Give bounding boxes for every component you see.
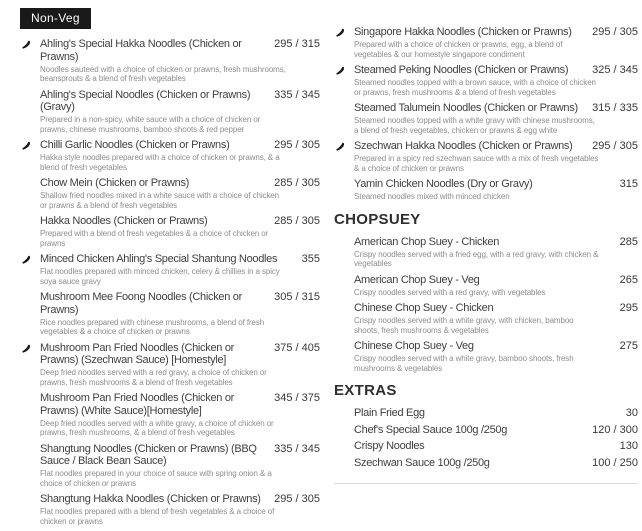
icon-gutter	[20, 291, 40, 337]
menu-item	[334, 340, 638, 373]
item-price: 285	[619, 235, 638, 248]
item-price: 335 / 345	[274, 88, 320, 101]
item-price: 295 / 315	[274, 38, 320, 50]
icon-gutter	[334, 424, 354, 437]
item-name-row	[40, 38, 320, 63]
item-name-row	[40, 342, 320, 367]
item-name: Mushroom Pan Fried Noodles (Chicken or Prawns) (Szechwan Sauce) [Homestyle]	[40, 341, 235, 366]
item-body	[354, 140, 638, 173]
item-name-row	[354, 64, 638, 77]
item-name: Yamin Chicken Noodles (Dry or Gravy)	[354, 178, 533, 190]
chilli-icon	[20, 342, 31, 355]
item-body	[40, 253, 320, 286]
chilli-icon	[20, 39, 31, 52]
item-description: Steamed noodles topped with a white gravy with chinese mushrooms, a blend of fresh vegetables, chicken or prawns & egg white	[354, 116, 595, 135]
item-name-row	[354, 274, 638, 287]
item-name-row	[354, 407, 638, 420]
item-name-row	[354, 440, 638, 453]
chilli-icon	[334, 27, 345, 40]
item-body	[40, 38, 320, 84]
item-body	[40, 139, 320, 172]
item-name-row	[40, 215, 320, 228]
item-description: Crispy noodles served with a red gravy, with vegetables	[354, 287, 546, 297]
icon-gutter	[20, 493, 40, 526]
icon-gutter	[20, 342, 40, 388]
item-name-row	[40, 493, 320, 506]
icon-gutter	[20, 215, 40, 248]
section-title-extras: EXTRAS	[334, 382, 397, 399]
item-body	[40, 392, 320, 438]
item-name-row	[354, 26, 638, 39]
item-name: Hakka Noodles (Chicken or Prawns)	[40, 215, 208, 227]
item-description: Noodles sauteed with a choice of chicken or prawns, fresh mushrooms, beansprouts & a blend of fresh vegetables	[40, 64, 286, 83]
item-description: Prepared in a spicy red szechwan sauce with a mix of fresh vegetables & a choice of chicken or prawns	[354, 154, 599, 173]
menu-item	[20, 253, 320, 286]
item-price: 295	[619, 302, 638, 314]
item-body	[354, 236, 638, 269]
item-body	[354, 302, 638, 335]
item-name: Ahling's Special Noodles (Chicken or Prawns) (Gravy)	[40, 88, 251, 113]
icon-gutter	[334, 64, 354, 97]
item-body	[354, 340, 638, 373]
item-name: Shangtung Noodles (Chicken or Prawns) (BBQ Sauce / Black Bean Sauce)	[40, 442, 257, 467]
menu-item	[20, 291, 320, 337]
menu-item	[334, 140, 638, 173]
item-description: Prepared with a blend of fresh vegetables & a choice of chicken or prawns	[40, 229, 269, 248]
item-description: Flat noodles prepared in your choice of sauce with spring onion & a choice of chicken or prawns	[40, 469, 272, 488]
item-name-row	[354, 178, 638, 191]
item-name-row	[354, 102, 638, 115]
menu-item	[20, 177, 320, 210]
item-body	[354, 102, 638, 135]
item-name: Chinese Chop Suey - Chicken	[354, 302, 494, 314]
item-description: Flat noodles prepared with a blend of fresh vegetables & a choice of chicken or prawns	[40, 507, 275, 526]
icon-gutter	[334, 302, 354, 335]
item-price: 295 / 305	[274, 139, 320, 151]
menu-item	[334, 457, 638, 470]
item-description: Deep fried noodles served with a red gravy, a choice of chicken or prawns, fresh mushrooms & a blend of fresh vegetables	[40, 368, 267, 387]
menu-item	[20, 392, 320, 438]
item-price: 345 / 375	[274, 392, 320, 404]
icon-gutter	[20, 139, 40, 172]
icon-gutter	[334, 440, 354, 453]
menu-item	[20, 443, 320, 489]
item-name: American Chop Suey - Veg	[354, 273, 480, 286]
item-description: Steamed noodles mixed with minced chicken	[354, 192, 510, 201]
item-price: 335 / 345	[274, 442, 320, 455]
item-body	[354, 440, 638, 453]
item-price: 275	[619, 340, 638, 352]
item-name: Shangtung Hakka Noodles (Chicken or Prawns)	[40, 493, 261, 505]
icon-gutter	[334, 102, 354, 135]
item-description: Flat noodles prepared with minced chicken, celery & chillies in a spicy soya sauce gravy	[40, 267, 280, 286]
item-body	[40, 493, 320, 526]
item-body	[354, 407, 638, 420]
item-body	[40, 291, 320, 337]
item-description: Shallow fried noodles mixed in a white sauce with a choice of chicken or prawns & a blend of fresh vegetables	[40, 191, 280, 210]
item-name: American Chop Suey - Chicken	[354, 235, 500, 248]
item-name-row	[40, 443, 320, 468]
right-column	[334, 8, 638, 531]
item-description: Crispy noodles served with a fried egg, with a red gravy, with chicken & vegetables	[354, 249, 599, 268]
item-name: Ahling's Special Hakka Noodles (Chicken or Prawns)	[40, 38, 242, 63]
item-body	[40, 443, 320, 489]
chilli-icon	[20, 140, 31, 153]
item-name: Steamed Peking Noodles (Chicken or Prawns)	[354, 64, 569, 76]
extras-list	[334, 407, 638, 469]
item-price: 315 / 335	[592, 102, 638, 114]
item-description: Crispy noodles served with a white gravy, with chicken, bamboo shoots, fresh mushrooms & vegetables	[354, 316, 574, 335]
item-name-row	[40, 392, 320, 417]
item-name-row	[40, 177, 320, 190]
menu-item	[334, 440, 638, 453]
menu-item	[334, 302, 638, 335]
item-name: Szechwan Sauce 100g /250g	[354, 456, 490, 469]
item-name-row	[40, 89, 320, 114]
item-body	[40, 89, 320, 135]
menu-item	[334, 64, 638, 97]
icon-gutter	[334, 26, 354, 59]
icon-gutter	[20, 38, 40, 84]
item-price: 305 / 315	[274, 291, 320, 303]
chilli-icon	[334, 65, 345, 78]
icon-gutter	[334, 236, 354, 269]
item-description: Steamed noodles topped with a brown sauce, with a choice of chicken or prawns, fresh mushrooms & a blend of fresh vegetables	[354, 78, 596, 97]
item-price: 295 / 305	[592, 26, 638, 38]
item-price: 265	[619, 273, 638, 286]
item-name: Steamed Talumein Noodles (Chicken or Prawns)	[354, 102, 578, 114]
item-description: Prepared in a non-spicy, white sauce with a choice of chicken or prawns, chinese mushrooms, bamboo shoots & red pepper	[40, 115, 261, 134]
noodles-right-list	[334, 26, 638, 202]
icon-gutter	[334, 274, 354, 298]
item-price: 130	[619, 440, 638, 452]
icon-gutter	[334, 340, 354, 373]
item-name: Chinese Chop Suey - Veg	[354, 340, 474, 352]
menu-item	[334, 178, 638, 202]
menu-item	[334, 407, 638, 420]
menu-item	[20, 493, 320, 526]
item-name: Minced Chicken Ahling's Special Shantung Noodles	[40, 253, 278, 265]
item-name-row	[354, 236, 638, 249]
item-name-row	[354, 457, 638, 470]
icon-gutter	[334, 457, 354, 470]
noodles-left-list	[20, 38, 320, 526]
icon-gutter	[334, 407, 354, 420]
item-body	[354, 457, 638, 470]
menu-item	[334, 274, 638, 298]
item-name-row	[354, 424, 638, 437]
item-name-row	[40, 253, 320, 266]
item-body	[40, 177, 320, 210]
item-body	[354, 64, 638, 97]
chilli-icon	[20, 254, 31, 267]
item-description: Prepared with a choice of chicken or prawns, egg, a blend of vegetables & our homestyle singapore condiment	[354, 40, 563, 59]
menu-item	[334, 102, 638, 135]
item-name-row	[40, 291, 320, 316]
item-body	[354, 424, 638, 437]
item-body	[354, 274, 638, 298]
menu-item	[334, 26, 638, 59]
item-description: Hakka style noodles prepared with a choice of chicken or prawns, & a blend of fresh vegetables	[40, 153, 280, 172]
menu-item	[334, 424, 638, 437]
menu-item	[20, 139, 320, 172]
item-body	[354, 26, 638, 59]
item-price: 100 / 250	[592, 456, 638, 469]
item-body	[354, 178, 638, 202]
item-price: 355	[301, 253, 320, 265]
item-name: Szechwan Hakka Noodles (Chicken or Prawns)	[354, 140, 573, 152]
item-price: 285 / 305	[274, 215, 320, 227]
icon-gutter	[20, 392, 40, 438]
item-name: Mushroom Mee Foong Noodles (Chicken or Prawns)	[40, 291, 242, 316]
item-name-row	[354, 140, 638, 153]
item-name: Singapore Hakka Noodles (Chicken or Prawns)	[354, 26, 572, 38]
item-name: Chilli Garlic Noodles (Chicken or Prawns)	[40, 139, 230, 151]
item-body	[40, 215, 320, 248]
nonveg-badge: Non-Veg	[20, 8, 91, 29]
item-name: Chef's Special Sauce 100g /250g	[354, 423, 508, 436]
menu-item	[20, 215, 320, 248]
item-description: Crispy noodles served with a white gravy, bamboo shoots, fresh mushrooms & vegetables	[354, 354, 574, 373]
item-name: Chow Mein (Chicken or Prawns)	[40, 177, 190, 189]
item-description: Deep fried noodles served with a white gravy, a choice of chicken or prawns, fresh mushrooms, & a blend of fresh vegetables	[40, 418, 274, 437]
item-price: 295 / 305	[274, 493, 320, 505]
chopsuey-list	[334, 236, 638, 374]
item-price: 315	[619, 178, 638, 190]
icon-gutter	[334, 178, 354, 202]
item-name: Mushroom Pan Fried Noodles (Chicken or Prawns) (White Sauce)[Homestyle]	[40, 392, 235, 417]
chilli-icon	[334, 141, 345, 154]
icon-gutter	[20, 443, 40, 489]
menu-item	[20, 342, 320, 388]
icon-gutter	[20, 89, 40, 135]
item-price: 295 / 305	[592, 140, 638, 152]
item-price: 375 / 405	[274, 341, 320, 354]
item-name-row	[40, 139, 320, 152]
icon-gutter	[20, 177, 40, 210]
item-name-row	[354, 302, 638, 315]
item-price: 325 / 345	[592, 64, 638, 76]
menu-item	[20, 38, 320, 84]
icon-gutter	[334, 140, 354, 173]
section-title-chopsuey: CHOPSUEY	[334, 210, 421, 228]
icon-gutter	[20, 253, 40, 286]
menu-item	[20, 89, 320, 135]
item-price: 285 / 305	[274, 177, 320, 189]
item-price: 120 / 300	[592, 423, 638, 436]
item-body	[40, 342, 320, 388]
item-name: Plain Fried Egg	[354, 407, 425, 419]
item-name: Crispy Noodles	[354, 440, 425, 452]
left-column	[20, 8, 320, 531]
item-price: 30	[625, 407, 638, 419]
bottom-divider	[334, 483, 638, 484]
menu-item	[334, 236, 638, 269]
item-name-row	[354, 340, 638, 353]
item-description: Rice noodles prepared with chinese mushrooms, a blend of fresh vegetables & a choice of chicken or prawns	[40, 317, 265, 336]
